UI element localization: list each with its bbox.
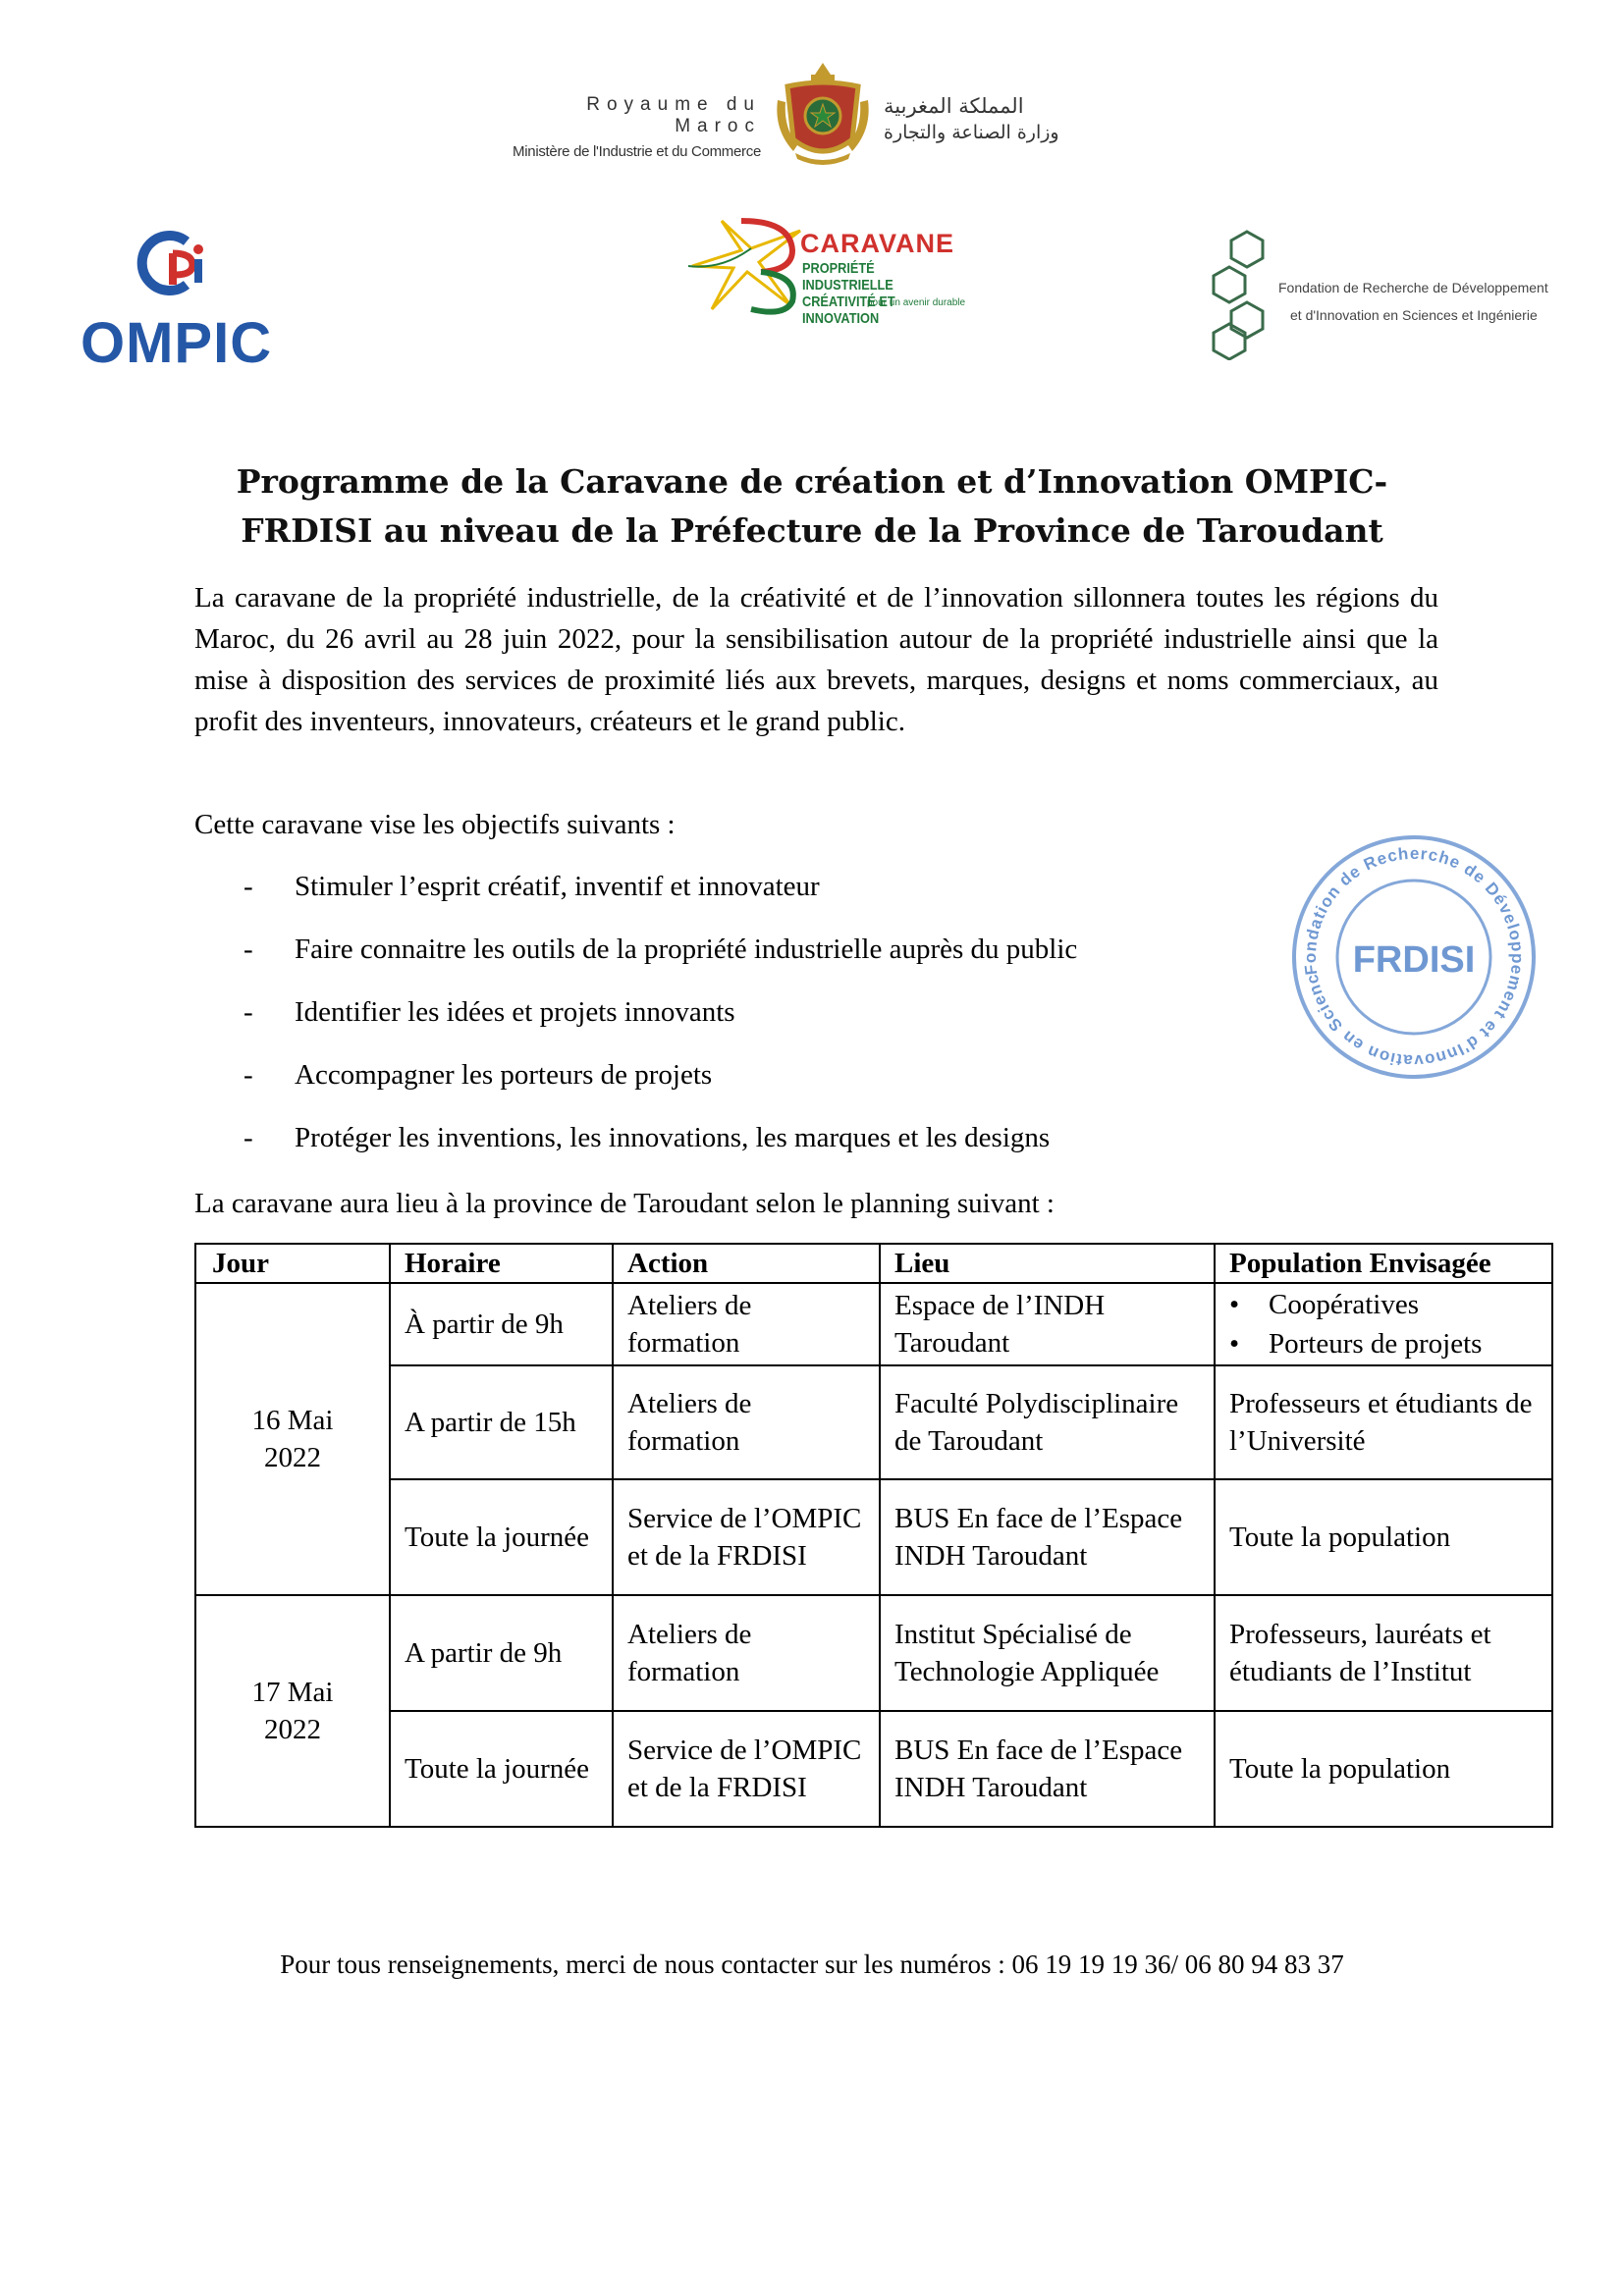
- objectives-list: [244, 866, 1077, 1180]
- action-cell: Ateliers de formation: [613, 1595, 880, 1711]
- action-cell: Service de l’OMPIC et de la FRDISI: [613, 1479, 880, 1595]
- population-cell: Professeurs et étudiants de l’Université: [1215, 1365, 1552, 1479]
- planning-lead: La caravane aura lieu à la province de Taroudant selon le planning suivant :: [194, 1188, 1055, 1219]
- list-item: - Faire connaitre les outils de la propriété industrielle auprès du public: [244, 934, 1078, 965]
- horaire-cell: A partir de 15h: [390, 1365, 613, 1479]
- fondation-name: [1278, 274, 1548, 329]
- action-cell: Ateliers de formation: [613, 1283, 880, 1365]
- lieu-cell: Institut Spécialisé de Technologie Appliquée: [880, 1595, 1215, 1711]
- intro-paragraph: La caravane de la propriété industrielle, de la créativité et de l’innovation sillonnera toutes les régions du Maroc, du 26 avril au 28 juin 2022, pour la sensibilisation autour de la propriété industrielle ainsi que la mise à disposition des services de proximité liés aux brevets, marques, designs et noms commerciaux, au profit des inventeurs, innovateurs, créateurs et le grand public.: [194, 582, 1438, 737]
- objective-text: Faire connaitre les outils de la propriété industrielle auprès du public: [295, 934, 1078, 965]
- caravane-logo: [682, 211, 977, 327]
- population-cell: Professeurs, lauréats et étudiants de l’Institut: [1215, 1595, 1552, 1711]
- table-row: [195, 1595, 1552, 1711]
- ompic-emblem-icon: [130, 224, 218, 302]
- ministry-fr-line1: Royaume du Maroc: [586, 94, 761, 136]
- objective-text: Identifier les idées et projets innovants: [295, 996, 735, 1028]
- caravane-star-icon: [682, 211, 810, 319]
- list-item: • Porteurs de projets: [1229, 1324, 1538, 1363]
- column-header-population: Population Envisagée: [1215, 1244, 1552, 1283]
- moroccan-coat-of-arms-icon: [774, 61, 872, 174]
- stamp-center-text: FRDISI: [1352, 939, 1476, 981]
- ministry-ar-line2: وزارة الصناعة والتجارة: [884, 122, 1059, 143]
- document-title-line2: FRDISI au niveau de la Préfecture de la Province de Taroudant: [241, 511, 1383, 550]
- table-row: [195, 1711, 1552, 1827]
- horaire-cell: Toute la journée: [390, 1479, 613, 1595]
- ministry-fr-line2: Ministère de l'Industrie et du Commerce: [513, 143, 761, 160]
- document-title-line1: Programme de la Caravane de création et d’Innovation OMPIC-: [236, 462, 1388, 501]
- horaire-cell: À partir de 9h: [390, 1283, 613, 1365]
- population-cell: Toute la population: [1215, 1711, 1552, 1827]
- list-item: • Coopératives: [1229, 1285, 1538, 1324]
- caravane-tagline: pour un avenir durable: [867, 297, 966, 308]
- caravane-subtitle: [802, 260, 950, 327]
- objective-text: Stimuler l’esprit créatif, inventif et innovateur: [295, 871, 820, 902]
- fondation-line2: et d'Innovation en Sciences et Ingénierie: [1290, 307, 1538, 323]
- list-item: - Stimuler l’esprit créatif, inventif et innovateur: [244, 871, 820, 902]
- lieu-cell: BUS En face de l’Espace INDH Taroudant: [880, 1711, 1215, 1827]
- objectives-lead: Cette caravane vise les objectifs suivants :: [194, 809, 676, 840]
- horaire-cell: Toute la journée: [390, 1711, 613, 1827]
- caravane-title: CARAVANE: [800, 229, 955, 258]
- caravane-subtitle-line1: PROPRIÉTÉ INDUSTRIELLE: [802, 260, 893, 294]
- column-header-horaire: Horaire: [390, 1244, 613, 1283]
- document-title: [147, 457, 1477, 556]
- day-cell: 17 Mai 2022: [195, 1595, 390, 1827]
- ministry-header: [491, 61, 1139, 169]
- population-cell: Toute la population: [1215, 1479, 1552, 1595]
- list-item: - Accompagner les porteurs de projets: [244, 1059, 713, 1091]
- fondation-logo: [1208, 228, 1600, 365]
- planning-table: [194, 1243, 1553, 1828]
- column-header-lieu: Lieu: [880, 1244, 1215, 1283]
- day-cell: 16 Mai 2022: [195, 1283, 390, 1595]
- objective-text: Accompagner les porteurs de projets: [295, 1059, 713, 1091]
- population-cell: [1215, 1283, 1552, 1365]
- lieu-cell: Espace de l’INDH Taroudant: [880, 1283, 1215, 1365]
- population-list: [1229, 1285, 1538, 1363]
- lieu-cell: BUS En face de l’Espace INDH Taroudant: [880, 1479, 1215, 1595]
- ministry-ar-line1: المملكة المغربية: [884, 94, 1024, 118]
- action-cell: Service de l’OMPIC et de la FRDISI: [613, 1711, 880, 1827]
- stamp-ring-text: Fondation de Recherche de Développement et d'Innovation en Sciences: [1300, 843, 1528, 1071]
- ompic-logo-text: OMPIC: [81, 311, 273, 375]
- action-cell: Ateliers de formation: [613, 1365, 880, 1479]
- ministry-french-name: [491, 94, 761, 160]
- column-header-action: Action: [613, 1244, 880, 1283]
- table-row: [195, 1365, 1552, 1479]
- frdisi-stamp: [1276, 829, 1551, 1090]
- table-row: [195, 1479, 1552, 1595]
- hexagon-chain-icon: [1208, 228, 1276, 360]
- ompic-logo: [81, 224, 277, 375]
- list-item: - Protéger les inventions, les innovations, les marques et les designs: [244, 1122, 1051, 1153]
- caravane-subtitle-line2: CRÉATIVITÉ ET INNOVATION: [802, 294, 895, 327]
- list-item: - Identifier les idées et projets innovants: [244, 996, 735, 1028]
- objective-text: Protéger les inventions, les innovations, les marques et les designs: [295, 1122, 1051, 1153]
- table-row: [195, 1283, 1552, 1365]
- ministry-arabic-name: [884, 94, 1139, 143]
- column-header-jour: Jour: [195, 1244, 390, 1283]
- contact-line: Pour tous renseignements, merci de nous contacter sur les numéros : 06 19 19 19 36/ 06 80 94 83 37: [280, 1949, 1344, 1979]
- horaire-cell: A partir de 9h: [390, 1595, 613, 1711]
- lieu-cell: Faculté Polydisciplinaire de Taroudant: [880, 1365, 1215, 1479]
- table-header-row: [195, 1244, 1552, 1283]
- fondation-line1: Fondation de Recherche de Développement: [1278, 280, 1548, 295]
